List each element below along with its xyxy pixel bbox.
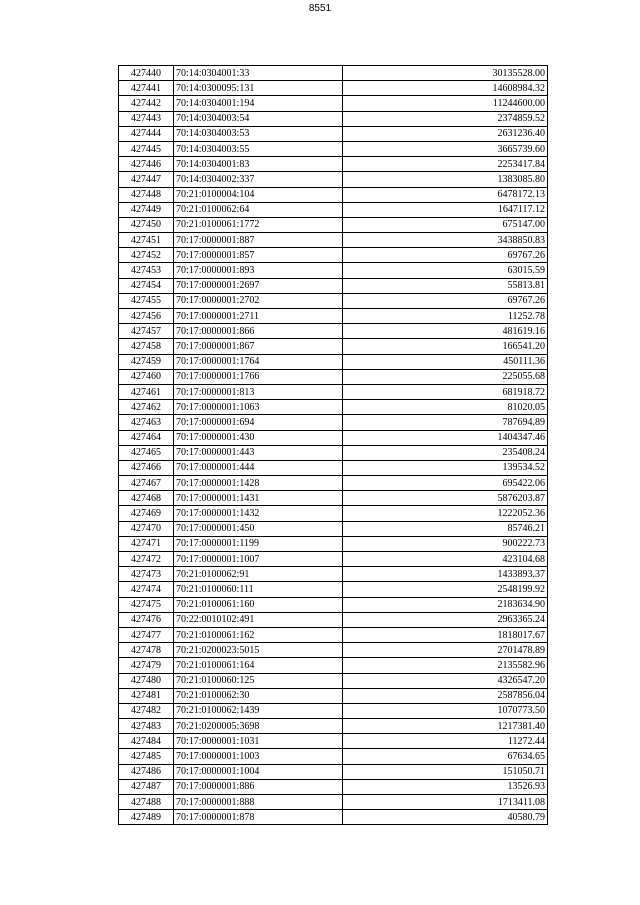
cadastral-value-cell: 3438850.83 — [343, 233, 548, 248]
table-row — [119, 734, 548, 749]
table-row — [119, 612, 548, 627]
table-row — [119, 506, 548, 521]
cadastral-number-cell: 70:21:0100062:30 — [174, 688, 343, 703]
row-number-cell: 427473 — [119, 567, 174, 582]
cadastral-number-cell: 70:14:0304003:55 — [174, 141, 343, 156]
cadastral-number-cell: 70:17:0000001:2711 — [174, 309, 343, 324]
cadastral-number-cell: 70:21:0100061:160 — [174, 597, 343, 612]
cadastral-value-cell: 423104.68 — [343, 552, 548, 567]
cadastral-value-cell: 69767.26 — [343, 248, 548, 263]
cadastral-number-cell: 70:21:0100061:162 — [174, 627, 343, 642]
row-number-cell: 427482 — [119, 703, 174, 718]
row-number-cell: 427443 — [119, 111, 174, 126]
row-number-cell: 427469 — [119, 506, 174, 521]
row-number-cell: 427470 — [119, 521, 174, 536]
cadastral-number-cell: 70:22:0010102:491 — [174, 612, 343, 627]
table-row — [119, 582, 548, 597]
cadastral-number-cell: 70:17:0000001:1003 — [174, 749, 343, 764]
row-number-cell: 427461 — [119, 384, 174, 399]
cadastral-value-cell: 225055.68 — [343, 369, 548, 384]
cadastral-value-cell: 1404347.46 — [343, 430, 548, 445]
page-number: 8551 — [308, 3, 332, 14]
cadastral-value-cell: 1647117.12 — [343, 202, 548, 217]
row-number-cell: 427465 — [119, 445, 174, 460]
cadastral-value-cell: 1222052.36 — [343, 506, 548, 521]
cadastral-value-cell: 2631236.40 — [343, 126, 548, 141]
cadastral-number-cell: 70:21:0100060:111 — [174, 582, 343, 597]
row-number-cell: 427487 — [119, 779, 174, 794]
cadastral-number-cell: 70:14:0304003:53 — [174, 126, 343, 141]
row-number-cell: 427447 — [119, 172, 174, 187]
table-row — [119, 157, 548, 172]
row-number-cell: 427486 — [119, 764, 174, 779]
cadastral-number-cell: 70:17:0000001:887 — [174, 233, 343, 248]
row-number-cell: 427458 — [119, 339, 174, 354]
cadastral-value-cell: 1070773.50 — [343, 703, 548, 718]
cadastral-value-cell: 2135582.96 — [343, 658, 548, 673]
cadastral-value-cell: 2253417.84 — [343, 157, 548, 172]
table-row — [119, 779, 548, 794]
row-number-cell: 427450 — [119, 217, 174, 232]
cadastral-value-cell: 2963365.24 — [343, 612, 548, 627]
row-number-cell: 427478 — [119, 643, 174, 658]
table-row — [119, 719, 548, 734]
table-row — [119, 764, 548, 779]
row-number-cell: 427483 — [119, 719, 174, 734]
table-row — [119, 354, 548, 369]
cadastral-value-cell: 1818017.67 — [343, 627, 548, 642]
cadastral-value-cell: 235408.24 — [343, 445, 548, 460]
cadastral-number-cell: 70:17:0000001:1063 — [174, 400, 343, 415]
cadastral-value-cell: 69767.26 — [343, 293, 548, 308]
row-number-cell: 427452 — [119, 248, 174, 263]
row-number-cell: 427445 — [119, 141, 174, 156]
cadastral-value-cell: 2374859.52 — [343, 111, 548, 126]
cadastral-value-cell: 67634.65 — [343, 749, 548, 764]
cadastral-value-cell: 681918.72 — [343, 384, 548, 399]
table-row — [119, 810, 548, 825]
cadastral-value-cell: 11252.78 — [343, 309, 548, 324]
cadastral-value-cell: 30135528.00 — [343, 66, 548, 81]
cadastral-number-cell: 70:21:0200005:3698 — [174, 719, 343, 734]
row-number-cell: 427454 — [119, 278, 174, 293]
cadastral-number-cell: 70:21:0100062:1439 — [174, 703, 343, 718]
cadastral-number-cell: 70:21:0100060:125 — [174, 673, 343, 688]
cadastral-value-cell: 695422.06 — [343, 476, 548, 491]
cadastral-number-cell: 70:17:0000001:450 — [174, 521, 343, 536]
table-row — [119, 217, 548, 232]
cadastral-value-cell: 2183634.90 — [343, 597, 548, 612]
cadastral-value-cell: 63015.59 — [343, 263, 548, 278]
row-number-cell: 427475 — [119, 597, 174, 612]
table-row — [119, 263, 548, 278]
table-row — [119, 384, 548, 399]
row-number-cell: 427440 — [119, 66, 174, 81]
table-row — [119, 172, 548, 187]
cadastral-number-cell: 70:17:0000001:694 — [174, 415, 343, 430]
row-number-cell: 427481 — [119, 688, 174, 703]
cadastral-number-cell: 70:17:0000001:1004 — [174, 764, 343, 779]
cadastral-number-cell: 70:14:0304001:83 — [174, 157, 343, 172]
table-row — [119, 658, 548, 673]
row-number-cell: 427477 — [119, 627, 174, 642]
row-number-cell: 427480 — [119, 673, 174, 688]
cadastral-number-cell: 70:17:0000001:888 — [174, 795, 343, 810]
table-row — [119, 187, 548, 202]
row-number-cell: 427467 — [119, 476, 174, 491]
row-number-cell: 427476 — [119, 612, 174, 627]
table-row — [119, 795, 548, 810]
cadastral-number-cell: 70:17:0000001:1431 — [174, 491, 343, 506]
cadastral-value-cell: 11244600.00 — [343, 96, 548, 111]
cadastral-number-cell: 70:17:0000001:893 — [174, 263, 343, 278]
table-row — [119, 126, 548, 141]
table-row — [119, 141, 548, 156]
cadastral-number-cell: 70:14:0304002:337 — [174, 172, 343, 187]
row-number-cell: 427489 — [119, 810, 174, 825]
cadastral-number-cell: 70:21:0100061:1772 — [174, 217, 343, 232]
cadastral-value-cell: 1217381.40 — [343, 719, 548, 734]
cadastral-value-cell: 13526.93 — [343, 779, 548, 794]
table-row — [119, 309, 548, 324]
cadastral-value-cell: 166541.20 — [343, 339, 548, 354]
cadastral-value-cell: 1713411.08 — [343, 795, 548, 810]
cadastral-value-cell: 3665739.60 — [343, 141, 548, 156]
cadastral-value-cell: 85746.21 — [343, 521, 548, 536]
cadastral-value-cell: 2701478.89 — [343, 643, 548, 658]
cadastral-number-cell: 70:17:0000001:430 — [174, 430, 343, 445]
row-number-cell: 427462 — [119, 400, 174, 415]
cadastral-number-cell: 70:17:0000001:1766 — [174, 369, 343, 384]
cadastral-value-cell: 14608984.32 — [343, 81, 548, 96]
row-number-cell: 427449 — [119, 202, 174, 217]
row-number-cell: 427460 — [119, 369, 174, 384]
registry-table — [118, 65, 548, 825]
row-number-cell: 427456 — [119, 309, 174, 324]
row-number-cell: 427484 — [119, 734, 174, 749]
table-row — [119, 233, 548, 248]
table-row — [119, 491, 548, 506]
row-number-cell: 427479 — [119, 658, 174, 673]
cadastral-number-cell: 70:21:0100062:64 — [174, 202, 343, 217]
table-row — [119, 536, 548, 551]
cadastral-value-cell: 675147.00 — [343, 217, 548, 232]
table-row — [119, 460, 548, 475]
cadastral-number-cell: 70:17:0000001:1764 — [174, 354, 343, 369]
row-number-cell: 427485 — [119, 749, 174, 764]
table-row — [119, 476, 548, 491]
cadastral-number-cell: 70:17:0000001:443 — [174, 445, 343, 460]
cadastral-value-cell: 40580.79 — [343, 810, 548, 825]
cadastral-number-cell: 70:21:0100004:104 — [174, 187, 343, 202]
cadastral-number-cell: 70:17:0000001:886 — [174, 779, 343, 794]
table-row — [119, 597, 548, 612]
table-row — [119, 430, 548, 445]
table-row — [119, 673, 548, 688]
table-row — [119, 445, 548, 460]
cadastral-number-cell: 70:17:0000001:1428 — [174, 476, 343, 491]
row-number-cell: 427444 — [119, 126, 174, 141]
row-number-cell: 427457 — [119, 324, 174, 339]
cadastral-value-cell: 55813.81 — [343, 278, 548, 293]
table-row — [119, 293, 548, 308]
table-row — [119, 627, 548, 642]
row-number-cell: 427468 — [119, 491, 174, 506]
table-row — [119, 567, 548, 582]
table-row — [119, 324, 548, 339]
cadastral-value-cell: 151050.71 — [343, 764, 548, 779]
table-row — [119, 66, 548, 81]
table-row — [119, 703, 548, 718]
table-row — [119, 521, 548, 536]
row-number-cell: 427446 — [119, 157, 174, 172]
row-number-cell: 427466 — [119, 460, 174, 475]
cadastral-value-cell: 2548199.92 — [343, 582, 548, 597]
cadastral-number-cell: 70:17:0000001:878 — [174, 810, 343, 825]
cadastral-value-cell: 1433893.37 — [343, 567, 548, 582]
cadastral-number-cell: 70:14:0304001:33 — [174, 66, 343, 81]
cadastral-value-cell: 1383085.80 — [343, 172, 548, 187]
cadastral-number-cell: 70:17:0000001:1432 — [174, 506, 343, 521]
cadastral-value-cell: 787694.89 — [343, 415, 548, 430]
table-row — [119, 643, 548, 658]
table-row — [119, 202, 548, 217]
cadastral-number-cell: 70:14:0304003:54 — [174, 111, 343, 126]
cadastral-number-cell: 70:21:0100061:164 — [174, 658, 343, 673]
cadastral-number-cell: 70:17:0000001:1199 — [174, 536, 343, 551]
registry-table-body — [119, 66, 548, 825]
cadastral-value-cell: 5876203.87 — [343, 491, 548, 506]
row-number-cell: 427488 — [119, 795, 174, 810]
row-number-cell: 427455 — [119, 293, 174, 308]
row-number-cell: 427471 — [119, 536, 174, 551]
cadastral-number-cell: 70:17:0000001:813 — [174, 384, 343, 399]
table-row — [119, 552, 548, 567]
cadastral-number-cell: 70:17:0000001:867 — [174, 339, 343, 354]
row-number-cell: 427459 — [119, 354, 174, 369]
cadastral-number-cell: 70:17:0000001:2697 — [174, 278, 343, 293]
cadastral-number-cell: 70:17:0000001:2702 — [174, 293, 343, 308]
cadastral-value-cell: 481619.16 — [343, 324, 548, 339]
cadastral-number-cell: 70:21:0100062:91 — [174, 567, 343, 582]
row-number-cell: 427472 — [119, 552, 174, 567]
cadastral-number-cell: 70:17:0000001:444 — [174, 460, 343, 475]
cadastral-value-cell: 450111.36 — [343, 354, 548, 369]
table-row — [119, 369, 548, 384]
table-row — [119, 111, 548, 126]
row-number-cell: 427441 — [119, 81, 174, 96]
table-row — [119, 400, 548, 415]
cadastral-value-cell: 139534.52 — [343, 460, 548, 475]
table-row — [119, 96, 548, 111]
row-number-cell: 427464 — [119, 430, 174, 445]
cadastral-number-cell: 70:14:0304001:194 — [174, 96, 343, 111]
row-number-cell: 427453 — [119, 263, 174, 278]
table-row — [119, 415, 548, 430]
row-number-cell: 427442 — [119, 96, 174, 111]
cadastral-value-cell: 4326547.20 — [343, 673, 548, 688]
row-number-cell: 427448 — [119, 187, 174, 202]
cadastral-number-cell: 70:14:0300095:131 — [174, 81, 343, 96]
cadastral-number-cell: 70:17:0000001:1031 — [174, 734, 343, 749]
table-row — [119, 749, 548, 764]
table-row — [119, 278, 548, 293]
row-number-cell: 427474 — [119, 582, 174, 597]
table-row — [119, 81, 548, 96]
table-row — [119, 339, 548, 354]
table-row — [119, 688, 548, 703]
cadastral-number-cell: 70:21:0200023:5015 — [174, 643, 343, 658]
cadastral-value-cell: 2587856.04 — [343, 688, 548, 703]
table-row — [119, 248, 548, 263]
cadastral-value-cell: 900222.73 — [343, 536, 548, 551]
cadastral-number-cell: 70:17:0000001:1007 — [174, 552, 343, 567]
cadastral-value-cell: 11272.44 — [343, 734, 548, 749]
row-number-cell: 427463 — [119, 415, 174, 430]
cadastral-number-cell: 70:17:0000001:866 — [174, 324, 343, 339]
cadastral-number-cell: 70:17:0000001:857 — [174, 248, 343, 263]
cadastral-value-cell: 81020.05 — [343, 400, 548, 415]
row-number-cell: 427451 — [119, 233, 174, 248]
cadastral-value-cell: 6478172.13 — [343, 187, 548, 202]
